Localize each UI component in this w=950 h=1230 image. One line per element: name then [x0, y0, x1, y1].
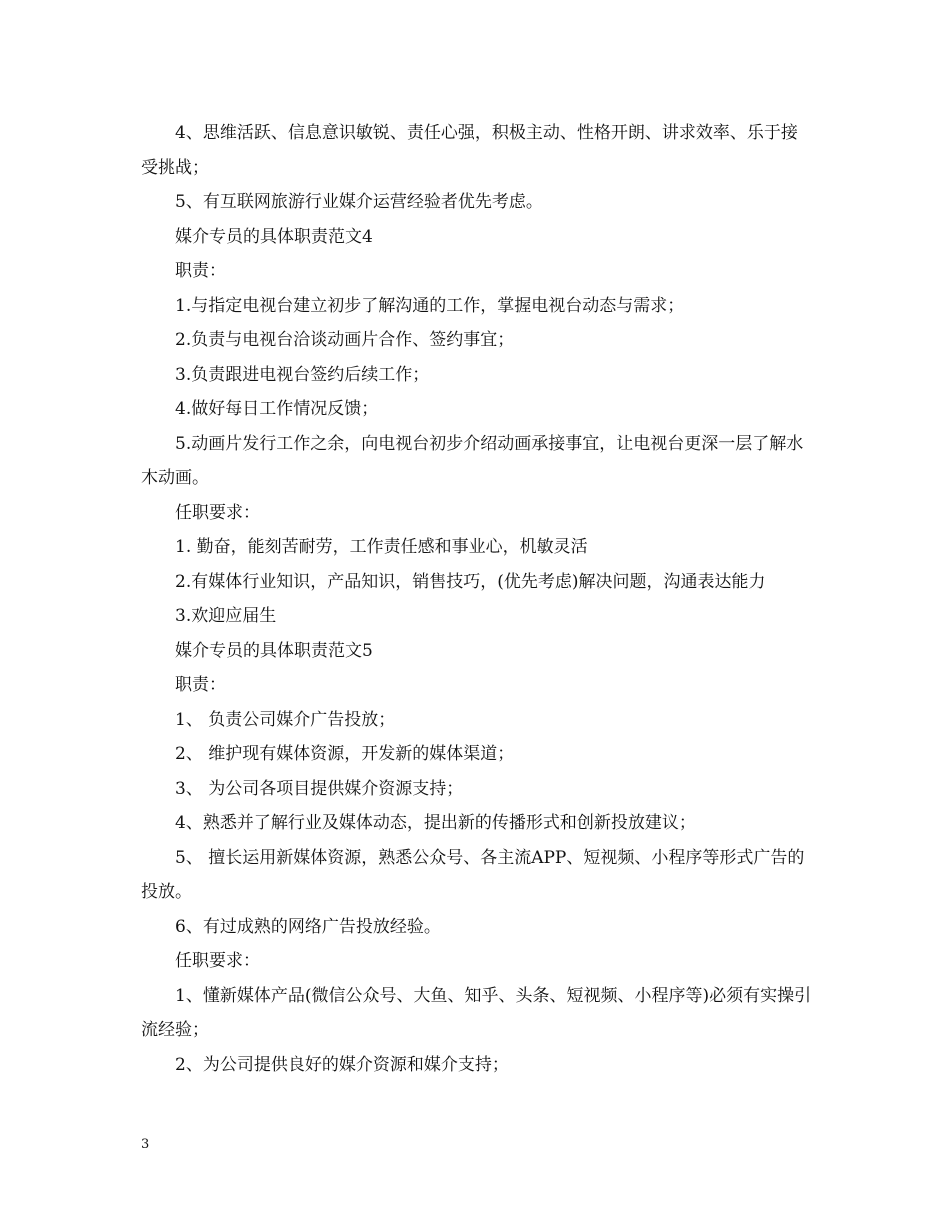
- subheading-duties: 职责：: [175, 675, 226, 695]
- paragraph-requirement-3: 3.欢迎应届生: [175, 606, 277, 626]
- section-heading-sample-5: 媒介专员的具体职责范文5: [175, 640, 373, 661]
- paragraph-duty-2: 2.负责与电视台洽谈动画片合作、签约事宜；: [175, 330, 515, 350]
- paragraph-duty-3: 3.负责跟进电视台签约后续工作；: [175, 364, 430, 385]
- document-body: [141, 116, 813, 1082]
- paragraph-duty-3: 3、 为公司各项目提供媒介资源支持；: [175, 778, 464, 799]
- paragraph-duty-5: 5、 擅长运用新媒体资源，熟悉公众号、各主流APP、短视频、小程序等形式广告的投放。: [141, 847, 805, 902]
- paragraph-duty-1: 1、 负责公司媒介广告投放；: [175, 709, 396, 730]
- paragraph-duty-4: 4.做好每日工作情况反馈；: [175, 399, 379, 419]
- paragraph-requirement-1: 1. 勤奋，能刻苦耐劳，工作责任感和事业心，机敏灵活: [175, 537, 588, 557]
- paragraph-requirement-2: 2.有媒体行业知识，产品知识，销售技巧，(优先考虑)解决问题，沟通表达能力: [175, 571, 766, 592]
- paragraph-duty-1: 1.与指定电视台建立初步了解沟通的工作，掌握电视台动态与需求；: [175, 295, 685, 316]
- paragraph-requirement-5: 5、有互联网旅游行业媒介运营经验者优先考虑。: [175, 192, 543, 212]
- subheading-duties: 职责：: [175, 261, 226, 281]
- page-number: 3: [141, 1137, 150, 1152]
- section-heading-sample-4: 媒介专员的具体职责范文4: [175, 226, 373, 247]
- paragraph-duty-6: 6、有过成熟的网络广告投放经验。: [175, 916, 441, 937]
- subheading-requirements: 任职要求：: [175, 502, 260, 523]
- paragraph-duty-2: 2、 维护现有媒体资源，开发新的媒体渠道；: [175, 744, 515, 764]
- subheading-requirements: 任职要求：: [175, 951, 260, 971]
- paragraph-requirement-4: 4、思维活跃、信息意识敏锐、责任心强，积极主动、性格开朗、讲求效率、乐于接受挑战；: [141, 123, 798, 178]
- paragraph-duty-5: 5.动画片发行工作之余，向电视台初步介绍动画承接事宜，让电视台更深一层了解水木动画。: [141, 433, 804, 488]
- paragraph-duty-4: 4、熟悉并了解行业及媒体动态，提出新的传播形式和创新投放建议；: [175, 813, 696, 833]
- paragraph-requirement-1: 1、懂新媒体产品(微信公众号、大鱼、知乎、头条、短视频、小程序等)必须有实操引流经验；: [141, 985, 812, 1040]
- paragraph-requirement-2: 2、为公司提供良好的媒介资源和媒介支持；: [175, 1054, 509, 1075]
